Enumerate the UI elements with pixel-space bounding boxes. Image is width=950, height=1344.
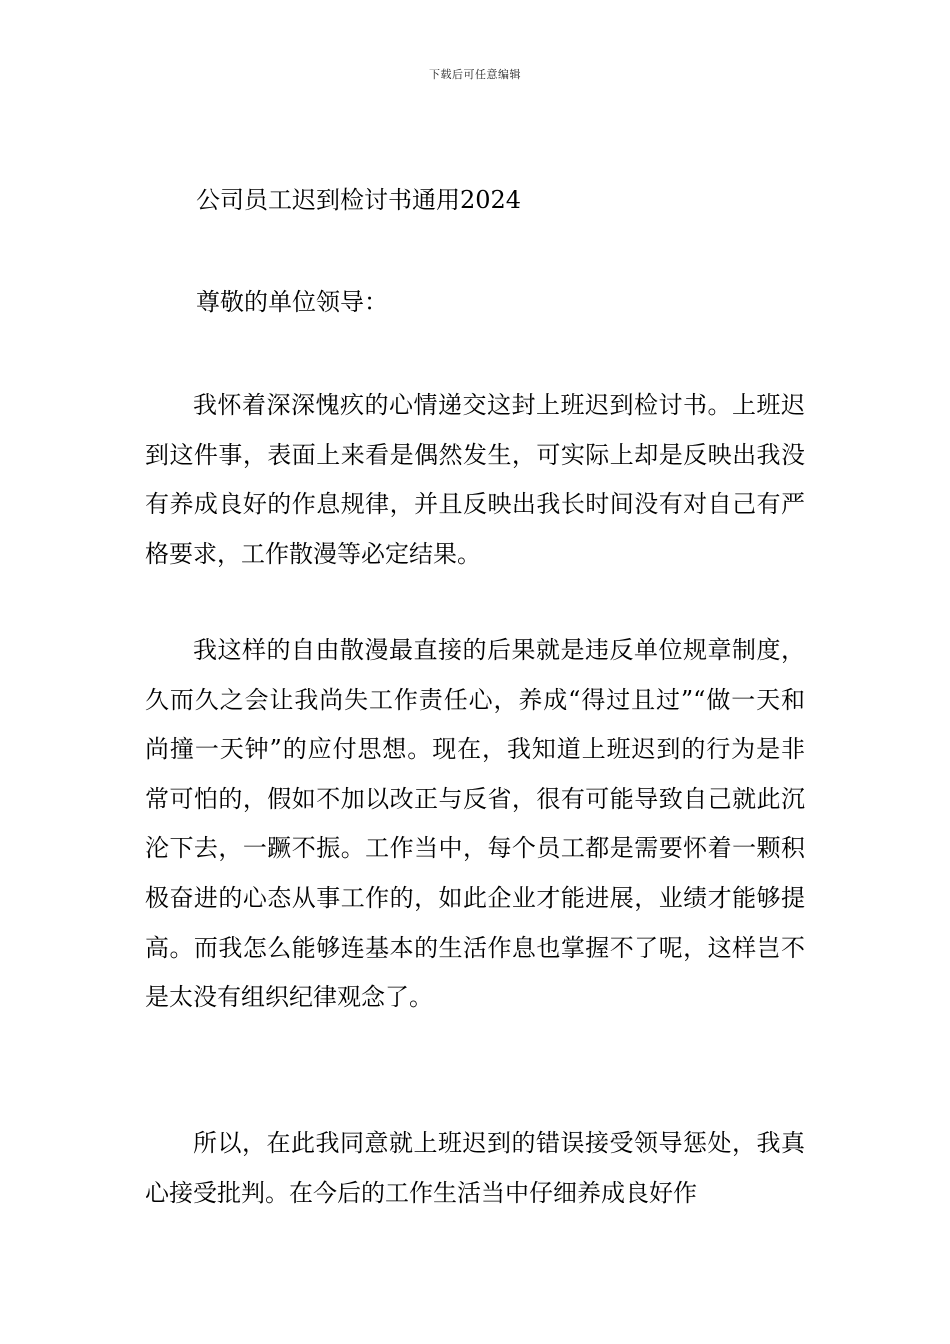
salutation: 尊敬的单位领导： [196, 288, 388, 316]
paragraph: 我怀着深深愧疚的心情递交这封上班迟到检讨书。上班迟到这件事，表面上来看是偶然发生，可实际上却是反映出我没有养成良好的作息规律，并且反映出我长时间没有对自己有严格要求，工作散漫等必定结果。 [145, 391, 805, 568]
header-note: 下载后可任意编辑 [429, 68, 521, 81]
paragraph: 所以，在此我同意就上班迟到的错误接受领导惩处，我真心接受批判。在今后的工作生活当中仔细养成良好作 [145, 1129, 805, 1207]
document-title: 公司员工迟到检讨书通用2024 [196, 186, 522, 214]
paragraph: 我这样的自由散漫最直接的后果就是违反单位规章制度，久而久之会让我尚失工作责任心，养成“得过且过”“做一天和尚撞一天钟”的应付思想。现在，我知道上班迟到的行为是非常可怕的，假如不加以改正与反省，很有可能导致自己就此沉沦下去，一蹶不振。工作当中，每个员工都是需要怀着一颗积极奋进的心态从事工作的，如此企业才能进展，业绩才能够提高。而我怎么能够连基本的生活作息也掌握不了呢，这样岂不是太没有组织纪律观念了。 [145, 636, 805, 1012]
